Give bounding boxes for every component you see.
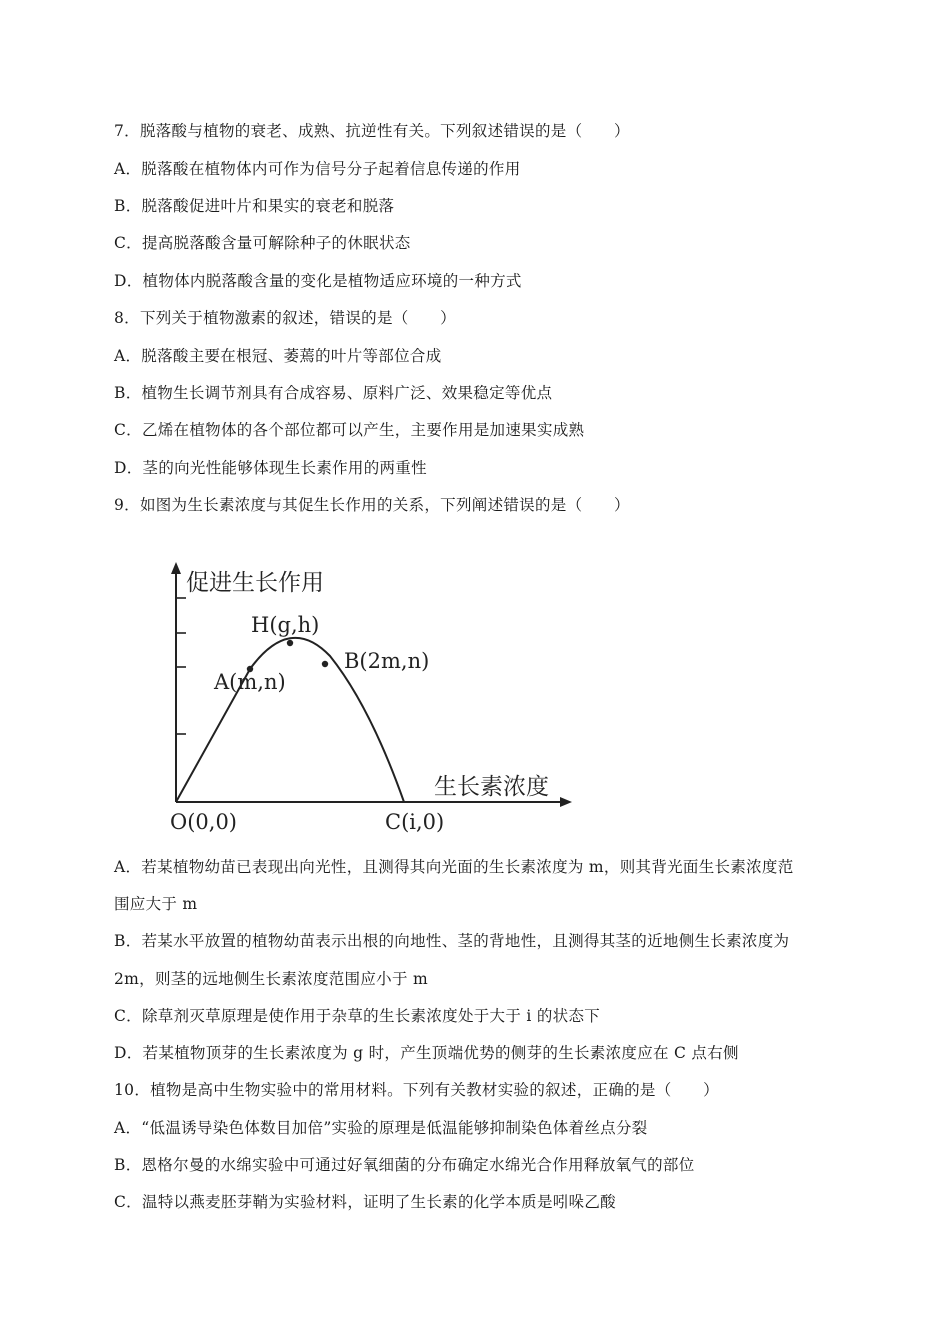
point-b-dot [322,661,328,667]
q10-option-b: B．恩格尔曼的水绵实验中可通过好氧细菌的分布确定水绵光合作用释放氧气的部位 [114,1156,695,1174]
q10-stem: 10．植物是高中生物实验中的常用材料。下列有关教材实验的叙述，正确的是（ ） [114,1081,719,1099]
q9-option-b-line2: 2m，则茎的远地侧生长素浓度范围应小于 m [114,970,428,988]
point-h-dot [287,640,293,646]
q8-option-a: A．脱落酸主要在根冠、萎蔫的叶片等部位合成 [114,347,442,365]
q7-option-b: B．脱落酸促进叶片和果实的衰老和脱落 [114,197,395,215]
point-h-label: H(g,h) [251,613,320,637]
q8-option-c: C．乙烯在植物体的各个部位都可以产生，主要作用是加速果实成熟 [114,421,585,439]
x-axis-arrow-icon [560,797,572,807]
q8-option-b: B．植物生长调节剂具有合成容易、原料广泛、效果稳定等优点 [114,384,553,402]
q9-option-a-line2: 围应大于 m [114,895,198,913]
point-b-label: B(2m,n) [344,649,430,673]
x-axis-label: 生长素浓度 [434,774,549,800]
q7-option-d: D．植物体内脱落酸含量的变化是植物适应环境的一种方式 [114,272,522,290]
y-axis-arrow-icon [171,562,181,574]
q7-stem: 7．脱落酸与植物的衰老、成熟、抗逆性有关。下列叙述错误的是（ ） [114,122,630,140]
q10-option-a: A．“低温诱导染色体数目加倍”实验的原理是低温能够抑制染色体着丝点分裂 [114,1119,648,1137]
q9-stem: 9．如图为生长素浓度与其促生长作用的关系，下列阐述错误的是（ ） [114,496,630,514]
growth-curve-figure [160,556,580,846]
q9-option-c: C．除草剂灭草原理是使作用于杂草的生长素浓度处于大于 i 的状态下 [114,1007,601,1025]
point-a-label: A(m,n) [214,670,286,694]
q9-option-a-line1: A．若某植物幼苗已表现出向光性，且测得其向光面的生长素浓度为 m，则其背光面生长素浓度范 [114,858,794,876]
q8-option-d: D．茎的向光性能够体现生长素作用的两重性 [114,459,427,477]
q9-option-d: D．若某植物顶芽的生长素浓度为 g 时，产生顶端优势的侧芽的生长素浓度应在 C 点右侧 [114,1044,739,1062]
q7-option-a: A．脱落酸在植物体内可作为信号分子起着信息传递的作用 [114,160,521,178]
point-o-label: O(0,0) [170,810,237,834]
q7-option-c: C．提高脱落酸含量可解除种子的休眠状态 [114,234,411,252]
q9-option-b-line1: B．若某水平放置的植物幼苗表示出根的向地性、茎的背地性，且测得其茎的近地侧生长素浓度为 [114,932,790,950]
y-axis-label: 促进生长作用 [186,570,324,596]
q8-stem: 8．下列关于植物激素的叙述，错误的是（ ） [114,309,456,327]
point-c-label: C(i,0) [385,810,445,834]
q10-option-c: C．温特以燕麦胚芽鞘为实验材料，证明了生长素的化学本质是吲哚乙酸 [114,1193,616,1211]
